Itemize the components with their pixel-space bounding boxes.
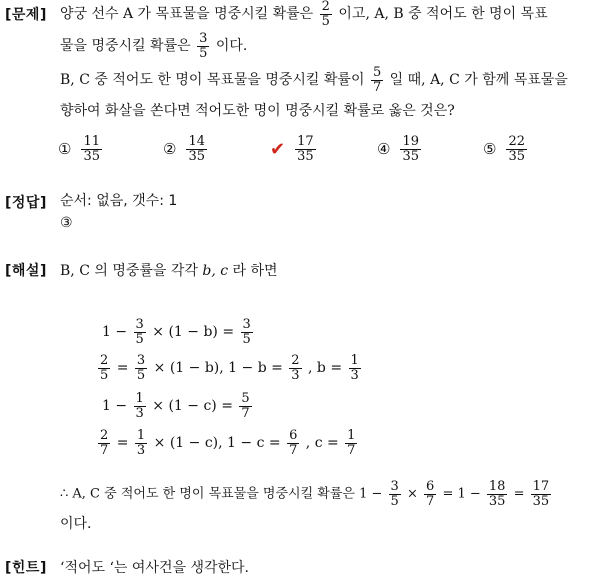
fraction: $\frac{2}{5}$ <box>321 0 330 29</box>
hint-text: ‘적어도 ‘는 여사건을 생각한다. <box>60 560 249 576</box>
choice-3[interactable]: ✔ $\frac{17}{35}$ <box>270 134 314 164</box>
equation-2: $\frac{2}{5}$ = $\frac{3}{5}$ × (1 − b), 1 − b = $\frac{2}{3}$ , b = $\frac{1}{3}$ <box>100 353 359 383</box>
choice-1[interactable]: ① $\frac{11}{35}$ <box>58 134 100 164</box>
solution-conclusion-end: 이다. <box>60 516 92 532</box>
hint-label: [힌트] <box>5 560 47 576</box>
choice-4[interactable]: ④ $\frac{19}{35}$ <box>377 134 419 164</box>
checkmark-icon: ✔ <box>270 138 286 160</box>
solution-conclusion: ∴ A, C 중 적어도 한 명이 목표물을 명중시킬 확률은 1 − $\frac{3}{5}$ × $\frac{6}{7}$ = 1 − $\frac{18}{35}$ = $\frac{17}{35}$ <box>60 479 550 509</box>
choice-5[interactable]: ⑤ $\frac{22}{35}$ <box>483 134 525 164</box>
problem-line-2: 물을 명중시킬 확률은 $\frac{3}{5}$ 이다. <box>60 31 248 61</box>
fraction: $\frac{5}{7}$ <box>372 65 382 95</box>
solution-intro: B, C 의 명중률을 각각 b, c 라 하면 <box>60 263 278 279</box>
fraction: $\frac{3}{5}$ <box>199 31 208 61</box>
problem-label: [문제] <box>5 7 47 23</box>
answer-line-1: 순서: 없음, 갯수: 1 <box>60 193 178 209</box>
answer-label: [정답] <box>5 195 47 211</box>
solution-label: [해설] <box>5 263 47 279</box>
equation-1: 1 − $\frac{3}{5}$ × (1 − b) = $\frac{3}{5}$ <box>102 317 251 347</box>
problem-line-3: B, C 중 적어도 한 명이 목표물을 명중시킬 확률이 $\frac{5}{7}$ 일 때, A, C 가 함께 목표물을 <box>60 65 568 95</box>
equation-3: 1 − $\frac{1}{3}$ × (1 − c) = $\frac{5}{7}$ <box>102 391 250 421</box>
problem-line-1: 양궁 선수 A 가 목표물을 명중시킬 확률은 $\frac{2}{5}$ 이고, A, B 중 적어도 한 명이 목표 <box>60 0 548 29</box>
equation-4: $\frac{2}{7}$ = $\frac{1}{3}$ × (1 − c), 1 − c = $\frac{6}{7}$ , c = $\frac{1}{7}$ <box>100 428 356 458</box>
answer-line-2: ③ <box>60 215 73 231</box>
problem-line-4: 향하여 화살을 쏜다면 적어도한 명이 명중시킬 확률로 옳은 것은? <box>60 103 455 119</box>
choice-2[interactable]: ② $\frac{14}{35}$ <box>163 134 205 164</box>
